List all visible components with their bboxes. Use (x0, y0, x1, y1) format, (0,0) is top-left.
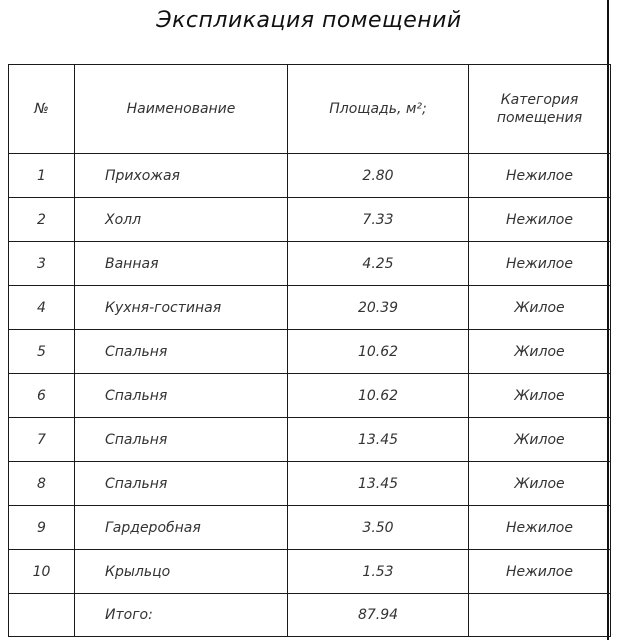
header-name: Наименование (75, 65, 288, 154)
row-category: Нежилое (469, 506, 611, 550)
row-name: Кухня-гостиная (75, 286, 288, 330)
row-category: Жилое (469, 418, 611, 462)
row-category: Жилое (469, 374, 611, 418)
row-category: Нежилое (469, 242, 611, 286)
row-category: Жилое (469, 462, 611, 506)
row-area: 13.45 (288, 418, 469, 462)
row-name: Ванная (75, 242, 288, 286)
row-number: 10 (9, 550, 75, 594)
table-row (9, 506, 611, 550)
row-number: 5 (9, 330, 75, 374)
row-name: Прихожая (75, 154, 288, 198)
row-category: Нежилое (469, 154, 611, 198)
row-name: Спальня (75, 418, 288, 462)
row-number: 8 (9, 462, 75, 506)
table-row (9, 154, 611, 198)
row-number: 4 (9, 286, 75, 330)
row-number: 7 (9, 418, 75, 462)
row-name: Холл (75, 198, 288, 242)
row-area: 13.45 (288, 462, 469, 506)
row-category: Нежилое (469, 550, 611, 594)
row-area: 1.53 (288, 550, 469, 594)
document-title: Экспликация помещений (156, 8, 462, 33)
room-explication-table (8, 64, 611, 637)
row-number: 2 (9, 198, 75, 242)
header-number: № (9, 65, 75, 154)
total-number-cell (9, 594, 75, 637)
table-row (9, 374, 611, 418)
row-area: 10.62 (288, 330, 469, 374)
table-row (9, 330, 611, 374)
total-category-cell (469, 594, 611, 637)
total-row (9, 594, 611, 637)
row-name: Спальня (75, 462, 288, 506)
row-number: 3 (9, 242, 75, 286)
header-area: Площадь, м²; (288, 65, 469, 154)
row-area: 7.33 (288, 198, 469, 242)
row-number: 9 (9, 506, 75, 550)
total-label: Итого: (75, 594, 288, 637)
row-name: Спальня (75, 374, 288, 418)
row-category: Жилое (469, 286, 611, 330)
row-area: 20.39 (288, 286, 469, 330)
row-name: Спальня (75, 330, 288, 374)
row-name: Крыльцо (75, 550, 288, 594)
table-row (9, 550, 611, 594)
row-area: 3.50 (288, 506, 469, 550)
table-row (9, 286, 611, 330)
header-category: Категория помещения (469, 65, 611, 154)
table-row (9, 462, 611, 506)
table-row (9, 198, 611, 242)
row-category: Жилое (469, 330, 611, 374)
table-row (9, 418, 611, 462)
row-name: Гардеробная (75, 506, 288, 550)
row-area: 2.80 (288, 154, 469, 198)
row-area: 10.62 (288, 374, 469, 418)
table-header-row (9, 65, 611, 154)
row-category: Нежилое (469, 198, 611, 242)
table-row (9, 242, 611, 286)
total-area: 87.94 (288, 594, 469, 637)
row-area: 4.25 (288, 242, 469, 286)
row-number: 1 (9, 154, 75, 198)
row-number: 6 (9, 374, 75, 418)
